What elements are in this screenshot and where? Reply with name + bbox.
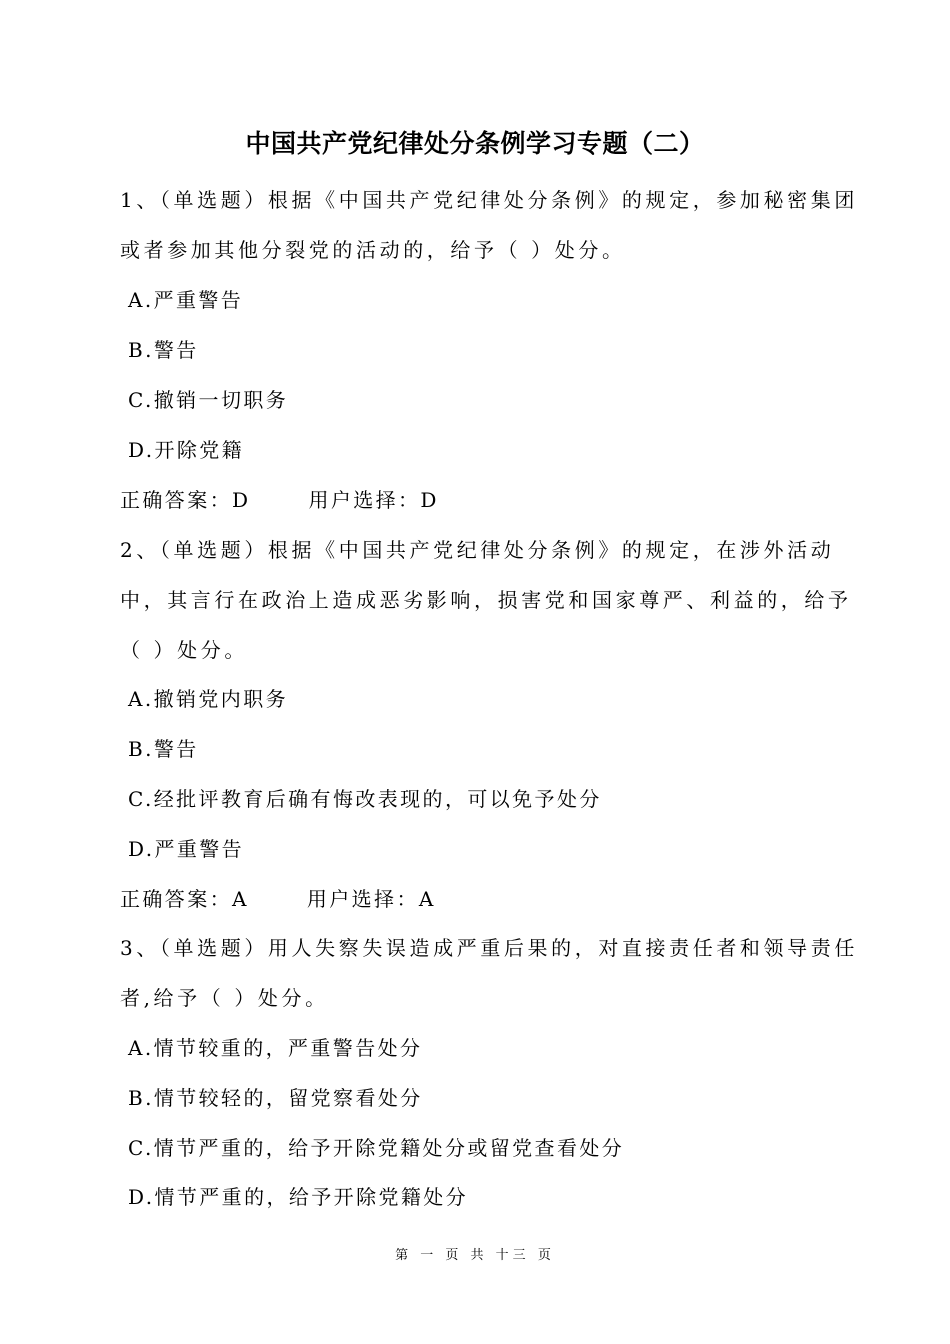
document-title: 中国共产党纪律处分条例学习专题（二） [245,129,705,158]
page-footer: 第 一 页 共 十三 页 [395,1248,555,1263]
question-1-stem-line-1: 1、（单选题）根据《中国共产党纪律处分条例》的规定，参加秘密集团 [120,188,858,212]
question-3-option-a: A.情节较重的，严重警告处分 [128,1036,423,1060]
question-2-option-a: A.撤销党内职务 [128,687,289,711]
question-1-option-c: C.撤销一切职务 [128,388,289,412]
question-2-option-c: C.经批评教育后确有悔改表现的，可以免予处分 [128,787,602,811]
question-1-option-d: D.开除党籍 [128,438,245,462]
question-2-stem-line-2: 中，其言行在政治上造成恶劣影响，损害党和国家尊严、利益的，给予 [120,588,852,612]
question-3-stem-line-1: 3、（单选题）用人失察失误造成严重后果的，对直接责任者和领导责任 [120,936,858,960]
question-2-stem-line-1: 2、（单选题）根据《中国共产党纪律处分条例》的规定，在涉外活动 [120,538,835,562]
question-2-correct-answer: 正确答案：A [120,887,249,911]
question-2-stem-line-3: （ ）处分。 [120,638,248,662]
question-1-correct-answer: 正确答案：D [120,488,251,512]
question-2-option-d: D.严重警告 [128,837,245,861]
question-2-user-choice: 用户选择：A [306,887,436,911]
question-1-answer-row [120,486,439,514]
question-3-option-d: D.情节严重的，给予开除党籍处分 [128,1185,469,1209]
question-3-stem-line-2: 者,给予（ ）处分。 [120,986,329,1010]
question-1-stem-line-2: 或者参加其他分裂党的活动的，给予（ ）处分。 [120,238,626,262]
question-1-user-choice: 用户选择：D [308,488,439,512]
question-3-option-b: B.情节较轻的，留党察看处分 [128,1086,423,1110]
question-2-option-b: B.警告 [128,737,199,761]
question-3-option-c: C.情节严重的，给予开除党籍处分或留党查看处分 [128,1136,625,1160]
question-1-option-b: B.警告 [128,338,199,362]
question-2-answer-row [120,885,436,913]
question-1-option-a: A.严重警告 [128,288,244,312]
